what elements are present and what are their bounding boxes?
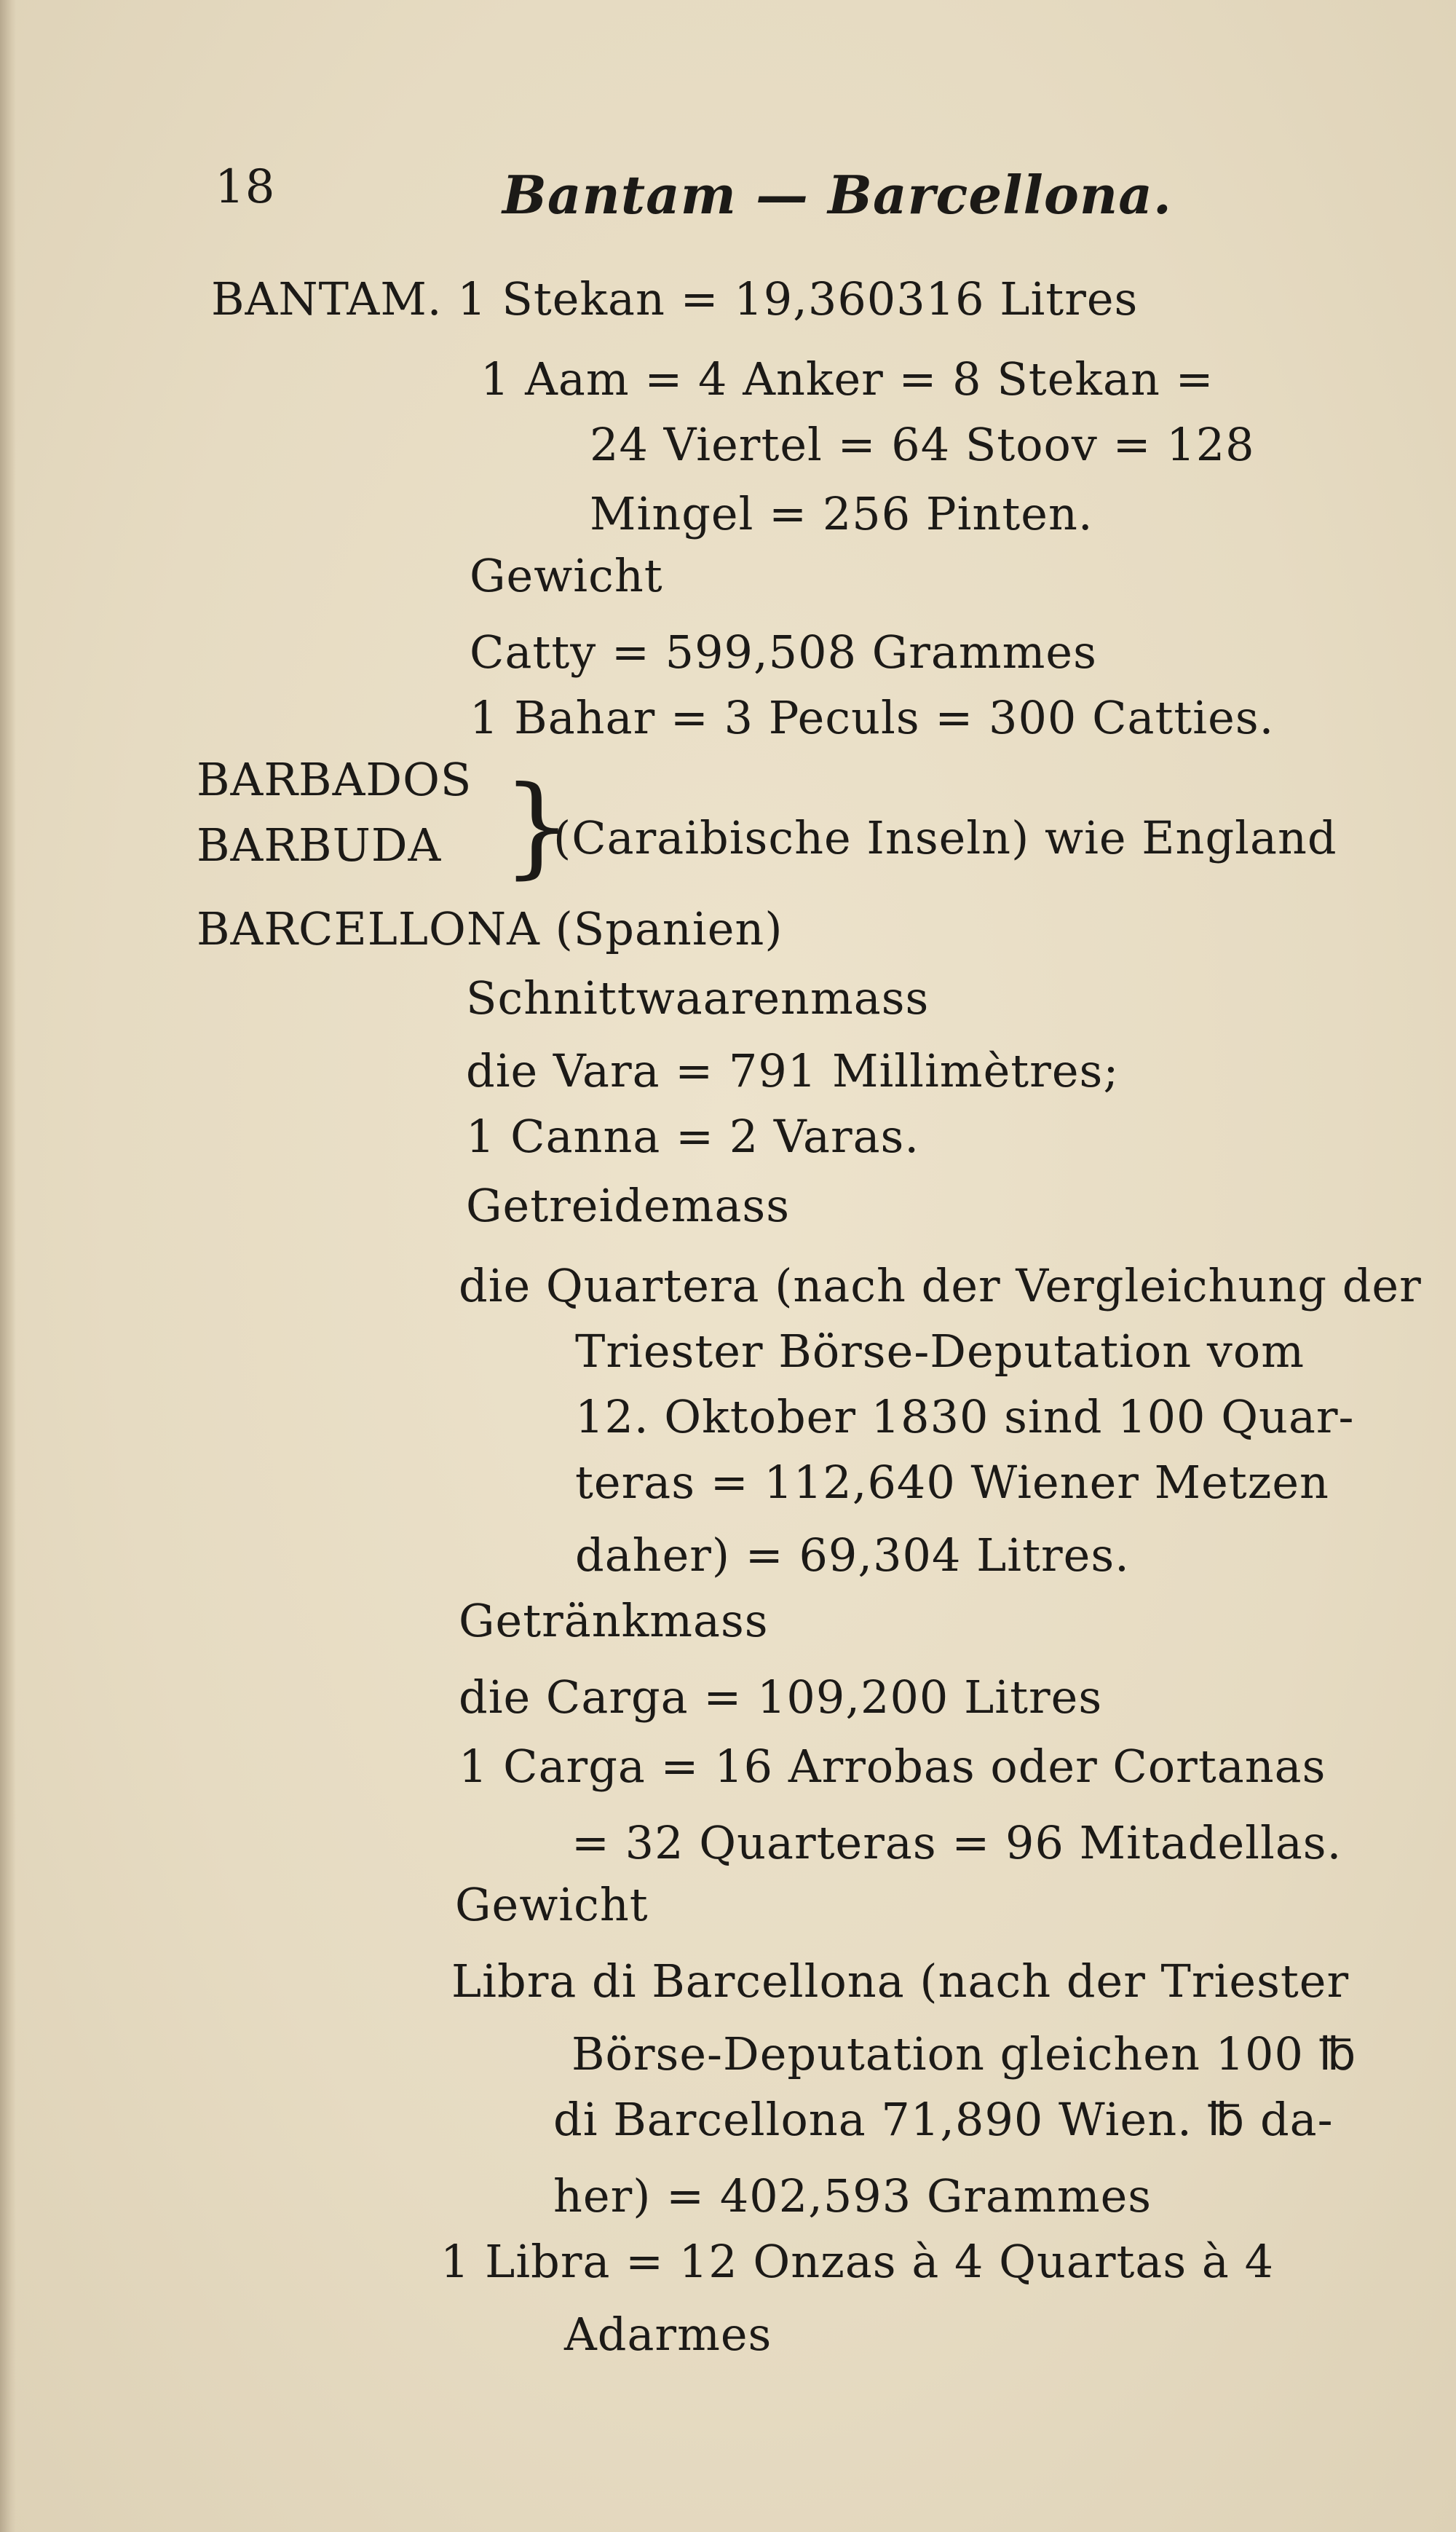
barcellona-line-quartera-2: Triester Börse-Deputation vom — [575, 1325, 1305, 1378]
entry-bantam-line-3: 24 Viertel = 64 Stoov = 128 — [590, 418, 1255, 471]
section-schnittwaarenmass: Schnittwaarenmass — [466, 971, 930, 1025]
barcellona-line-carga-3: = 32 Quarteras = 96 Mitadellas. — [571, 1816, 1342, 1869]
section-gewicht-2: Gewicht — [455, 1878, 649, 1931]
barcellona-line-carga-1: die Carga = 109,200 Litres — [459, 1671, 1103, 1724]
page-binding-edge — [0, 0, 16, 2532]
barcellona-line-quartera-3: 12. Oktober 1830 sind 100 Quar- — [575, 1390, 1355, 1443]
entry-bantam-line-6: Catty = 599,508 Grammes — [470, 626, 1097, 679]
barcellona-line-libra-6: Adarmes — [564, 2308, 772, 2361]
section-getraenkmass: Getränkmass — [459, 1594, 769, 1647]
section-gewicht-1: Gewicht — [470, 549, 663, 602]
page-number: 18 — [215, 160, 276, 214]
barcellona-line-carga-2: 1 Carga = 16 Arrobas oder Cortanas — [459, 1740, 1326, 1793]
entry-barcellona: BARCELLONA (Spanien) — [197, 902, 783, 955]
curly-brace-icon: } — [502, 763, 572, 890]
section-getreidemass: Getreidemass — [466, 1179, 791, 1232]
barcellona-line-quartera-1: die Quartera (nach der Vergleichung der — [459, 1259, 1422, 1312]
barcellona-line-libra-1: Libra di Barcellona (nach der Triester — [451, 1955, 1350, 2008]
running-title: Bantam — Barcellona. — [502, 164, 1172, 226]
barcellona-line-quartera-5: daher) = 69,304 Litres. — [575, 1529, 1130, 1582]
barcellona-line-quartera-4: teras = 112,640 Wiener Metzen — [575, 1456, 1329, 1509]
barcellona-line-libra-2: Börse-Deputation gleichen 100 ℔ — [571, 2027, 1357, 2081]
barcellona-line-canna: 1 Canna = 2 Varas. — [466, 1110, 920, 1163]
entry-bantam-line-1: BANTAM. 1 Stekan = 19,360316 Litres — [211, 272, 1139, 326]
barbados-barbuda-note: (Caraibische Inseln) wie England — [553, 811, 1337, 864]
entry-barbuda: BARBUDA — [197, 819, 442, 872]
barcellona-line-libra-5: 1 Libra = 12 Onzas à 4 Quartas à 4 — [440, 2235, 1275, 2288]
barcellona-line-libra-4: her) = 402,593 Grammes — [553, 2169, 1152, 2223]
barcellona-line-vara: die Vara = 791 Millimètres; — [466, 1044, 1120, 1097]
entry-bantam-line-2: 1 Aam = 4 Anker = 8 Stekan = — [480, 352, 1214, 406]
entry-bantam-line-7: 1 Bahar = 3 Peculs = 300 Catties. — [470, 691, 1275, 744]
barcellona-line-libra-3: di Barcellona 71,890 Wien. ℔ da- — [553, 2093, 1334, 2146]
entry-barbados: BARBADOS — [197, 753, 472, 806]
entry-bantam-line-4: Mingel = 256 Pinten. — [590, 487, 1093, 540]
